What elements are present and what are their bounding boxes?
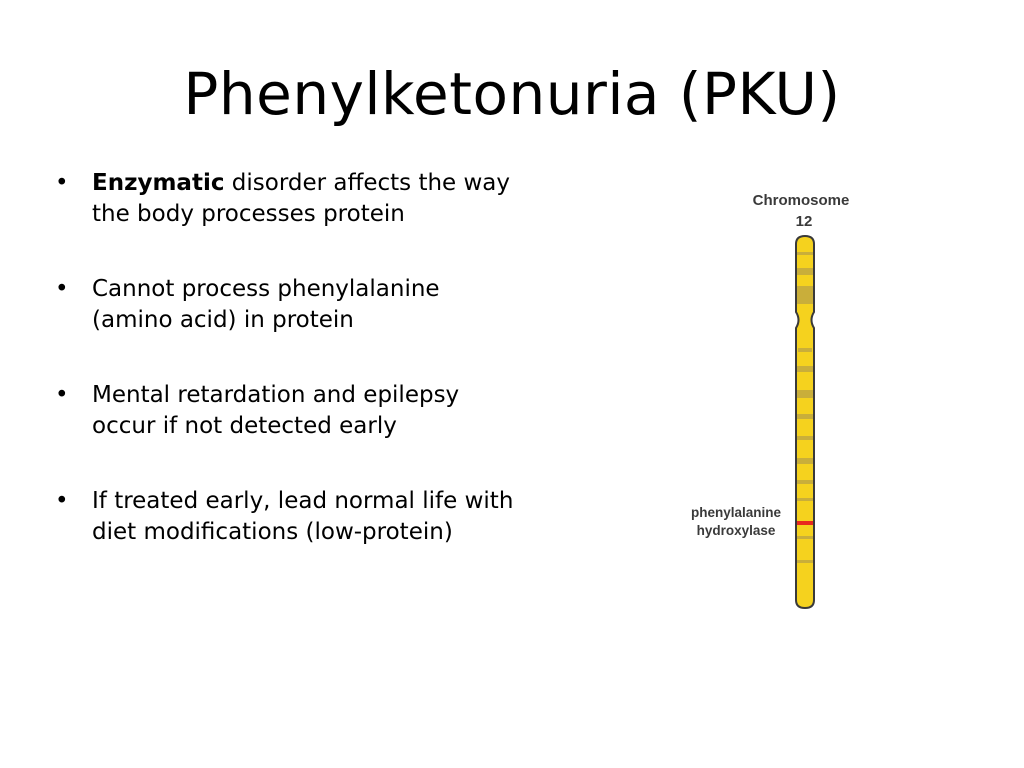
chromosome-band bbox=[797, 366, 813, 372]
bullet-symbol: • bbox=[55, 382, 69, 408]
bullet-item bbox=[55, 486, 525, 548]
chromosome-band bbox=[797, 480, 813, 484]
gene-marker bbox=[797, 521, 813, 525]
chromosome-band bbox=[797, 536, 813, 539]
chromosome-band bbox=[797, 498, 813, 501]
chromosome-figure bbox=[670, 180, 890, 620]
bullet-item bbox=[55, 274, 525, 336]
chromosome-band bbox=[797, 436, 813, 440]
chromosome-band bbox=[798, 348, 812, 352]
bullet-bold-text: Enzymatic bbox=[92, 170, 225, 196]
bullet-text: If treated early, lead normal life with diet modifications (low-protein) bbox=[92, 488, 514, 545]
bullet-text: disorder affects the way the body processes protein bbox=[92, 170, 511, 227]
bullet-item bbox=[55, 380, 525, 442]
chromosome-band bbox=[797, 414, 813, 419]
bullet-item bbox=[55, 168, 525, 230]
bullet-symbol: • bbox=[55, 488, 69, 514]
chromosome-band bbox=[797, 560, 813, 563]
bullet-symbol: • bbox=[55, 170, 69, 196]
gene-label: phenylalanine bbox=[690, 505, 782, 520]
chromosome-band bbox=[797, 268, 813, 275]
gene-label: hydroxylase bbox=[696, 523, 776, 538]
chromosome-number: 12 bbox=[795, 213, 813, 230]
chromosome-diagram bbox=[670, 180, 890, 620]
chromosome-band bbox=[797, 390, 813, 398]
chromosome-band bbox=[797, 286, 813, 304]
slide-title: Phenylketonuria (PKU) bbox=[183, 60, 841, 128]
bullet-text: Mental retardation and epilepsy occur if not detected early bbox=[92, 382, 460, 439]
chromosome-band bbox=[797, 252, 813, 255]
chromosome-label: Chromosome bbox=[752, 192, 850, 209]
bullet-text: Cannot process phenylalanine (amino acid) in protein bbox=[92, 276, 440, 333]
chromosome-band bbox=[797, 458, 813, 464]
bullet-list bbox=[55, 168, 525, 592]
bullet-symbol: • bbox=[55, 276, 69, 302]
